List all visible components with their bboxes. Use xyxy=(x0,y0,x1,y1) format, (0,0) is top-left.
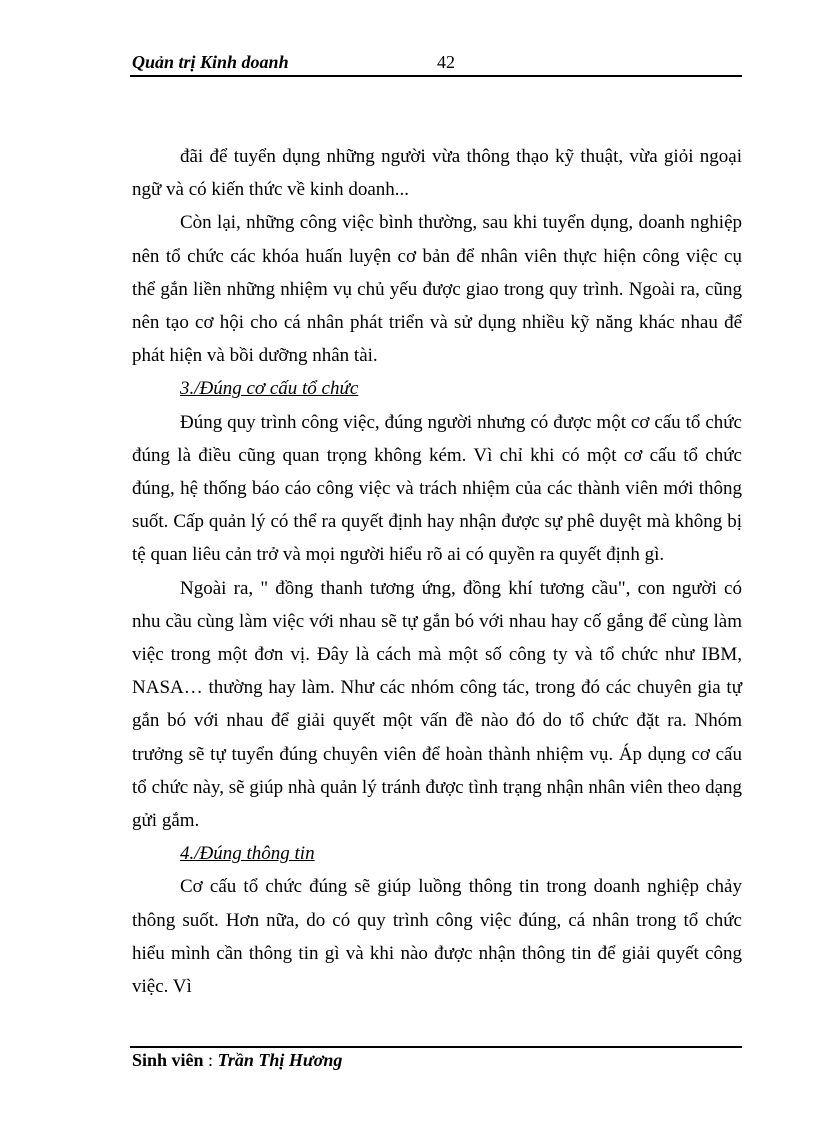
header-title: Quản trị Kinh doanh xyxy=(132,52,289,72)
page-header xyxy=(132,52,742,74)
page-footer xyxy=(132,1050,342,1071)
paragraph: Đúng quy trình công việc, đúng người nhưng có được một cơ cấu tổ chức đúng là điều cũng quan trọng không kém. Vì chỉ khi có một cơ cấu tổ chức đúng, hệ thống báo cáo công việc và trách nhiệm của các thành viên mới thông suốt. Cấp quản lý có thể ra quyết định hay nhận được sự phê duyệt mà không bị tệ quan liêu cản trở và mọi người hiểu rõ ai có quyền ra quyết định gì. xyxy=(132,411,742,566)
header-divider xyxy=(130,75,742,77)
footer-separator: : xyxy=(203,1050,218,1070)
paragraph: Cơ cấu tổ chức đúng sẽ giúp luồng thông tin trong doanh nghiệp chảy thông suốt. Hơn nữa, do có quy trình công việc đúng, cá nhân trong tổ chức hiểu mình cần thông tin gì và khi nào được nhận thông tin để giải quyết công việc. Vì xyxy=(132,876,742,998)
paragraph: Còn lại, những công việc bình thường, sau khi tuyển dụng, doanh nghiệp nên tổ chức các khóa huấn luyện cơ bản để nhân viên thực hiện công việc cụ thể gắn liền những nhiệm vụ chủ yếu được giao trong quy trình. Ngoài ra, cũng nên tạo cơ hội cho cá nhân phát triển và sử dụng nhiều kỹ năng khác nhau để phát hiện và bồi dưỡng nhân tài. xyxy=(132,212,742,367)
page-body xyxy=(132,140,742,1003)
section-heading: 4./Đúng thông tin xyxy=(180,843,315,865)
footer-divider xyxy=(130,1046,742,1048)
paragraph: Ngoài ra, " đồng thanh tương ứng, đồng khí tương cầu", con người có nhu cầu cùng làm việc với nhau sẽ tự gắn bó với nhau hay cố gắng để cùng làm việc trong một đơn vị. Đây là cách mà một số công ty và tổ chức như IBM, NASA… thường hay làm. Như các nhóm công tác, trong đó các chuyên gia tự gắn bó với nhau để giải quyết một vấn đề nào đó do tổ chức đặt ra. Nhóm trưởng sẽ tự tuyển đúng chuyên viên để hoàn thành nhiệm vụ. Áp dụng cơ cấu tổ chức này, sẽ giúp nhà quản lý tránh được tình trạng nhận nhân viên theo dạng gửi gắm. xyxy=(132,577,742,832)
page-number: 42 xyxy=(437,52,455,72)
footer-label: Sinh viên xyxy=(132,1050,204,1070)
student-name: Trần Thị Hương xyxy=(217,1050,343,1070)
paragraph: đãi để tuyển dụng những người vừa thông thạo kỹ thuật, vừa giỏi ngoại ngữ và có kiến thức về kinh doanh... xyxy=(132,146,742,201)
section-heading: 3./Đúng cơ cấu tổ chức xyxy=(180,378,359,400)
